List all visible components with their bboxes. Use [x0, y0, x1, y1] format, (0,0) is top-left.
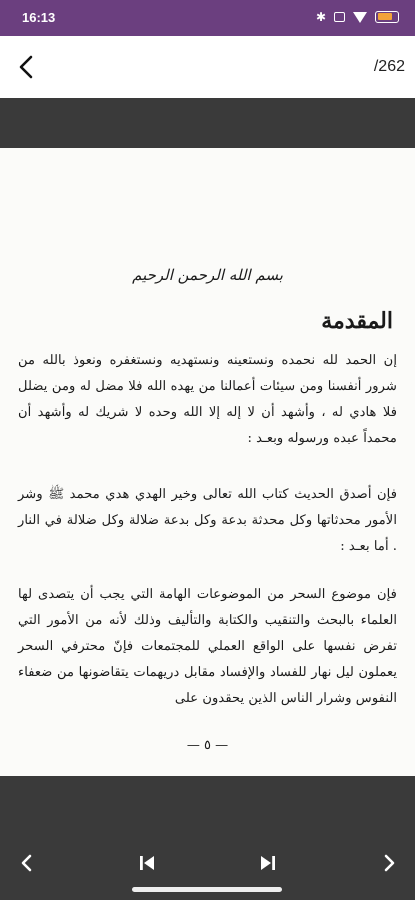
status-icons: [316, 10, 399, 24]
status-time: 16:13: [22, 10, 56, 25]
paragraph: إن الحمد لله نحمده ونستعينه ونستهديه ونستغفره ونعوذ بالله من شرور أنفسنا ومن سيئات أعمالنا من يهده الله فلا مضل له ومن يضلل فلا هادي له ، وأشهد أن لا إله إلا الله وحده لا شريك له وأشهد أن محمداً عبده ورسوله وبعـد :: [18, 353, 397, 446]
chevron-left-icon: [14, 54, 40, 80]
chevron-left-icon: [12, 848, 42, 878]
next-page-button[interactable]: [374, 848, 404, 878]
battery-icon: [375, 11, 399, 23]
top-toolbar: [0, 98, 415, 148]
last-page-button[interactable]: [253, 848, 283, 878]
bluetooth-icon: ✱: [316, 10, 327, 24]
book-page: [0, 148, 415, 776]
back-button[interactable]: [14, 54, 40, 80]
first-page-button[interactable]: [132, 848, 162, 878]
paragraph: فإن أصدق الحديث كتاب الله تعالى وخير الهدي هدي محمد ﷺ وشر الأمور محدثاتها وكل محدثة بدعة وكل بدعة ضلالة وكل ضلالة في النار . أما بعـد :: [18, 487, 397, 554]
chevron-right-icon: [374, 848, 404, 878]
basmala: بسم الله الرحمن الرحيم: [132, 266, 283, 284]
skip-first-icon: [132, 848, 162, 878]
page-content: [18, 148, 397, 776]
screen-record-icon: [334, 12, 345, 22]
bottom-navigation: [0, 776, 415, 900]
home-indicator[interactable]: [132, 887, 282, 892]
paragraph: فإن موضوع السحر من الموضوعات الهامة التي يجب أن يتصدى لها العلماء بالبحث والتنقيب والكتابة والتأليف وذلك لأنه من الأمور التي تفرض نفسها على الواقع العملي للمجتمعات فإنّ محترفي السحر يعملون ليل نهار للفساد والإفساد مقابل دريهمات يتقاضونها من ضعفاء النفوس وشرار الناس الذين يحقدون على: [18, 587, 397, 706]
status-bar: [0, 0, 415, 36]
page-count: /262: [373, 58, 405, 75]
page-number: — ٥ —: [186, 738, 229, 753]
wifi-icon: [353, 12, 367, 23]
skip-last-icon: [253, 848, 283, 878]
app-bar: [0, 36, 415, 98]
page-heading: المقدمة: [321, 308, 393, 334]
previous-page-button[interactable]: [12, 848, 42, 878]
